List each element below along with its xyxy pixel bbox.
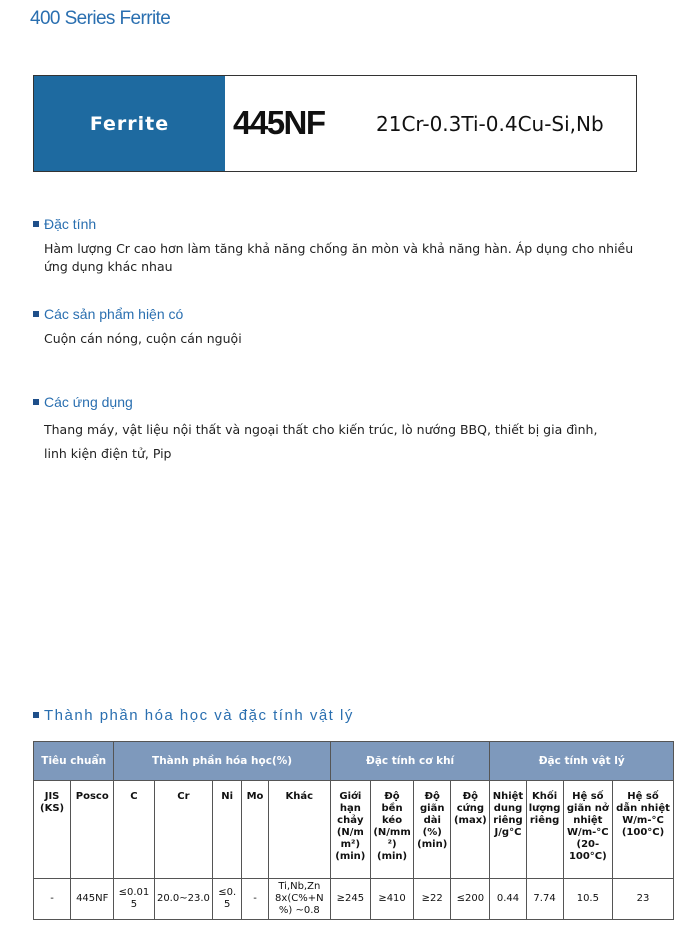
section-title-table bbox=[33, 707, 354, 724]
column-header: Hệ số giãn nở nhiệt W/m-°C (20-100°C) bbox=[563, 781, 612, 879]
section-title-text: Các ứng dụng bbox=[44, 394, 133, 410]
table-cell: 10.5 bbox=[563, 879, 612, 920]
section-body-properties: Hàm lượng Cr cao hơn làm tăng khả năng chống ăn mòn và khả năng hàn. Áp dụng cho nhiều ứng dụng khác nhau bbox=[44, 241, 634, 274]
bullet-icon bbox=[33, 712, 39, 718]
column-header: Độ bền kéo (N/mm²) (min) bbox=[370, 781, 413, 879]
table-cell: ≤200 bbox=[451, 879, 490, 920]
column-header: Mo bbox=[242, 781, 269, 879]
group-header-mechanical: Đặc tính cơ khí bbox=[330, 742, 490, 781]
table-cell: Ti,Nb,Zn 8x(C%+N%) ~0.8 bbox=[268, 879, 330, 920]
table-cell: - bbox=[34, 879, 71, 920]
grade-name: 445NF bbox=[233, 104, 325, 141]
section-body-applications: Thang máy, vật liệu nội thất và ngoại thất cho kiến trúc, lò nướng BBQ, thiết bị gia đình, linh kiện điện tử, Pip bbox=[44, 422, 598, 461]
section-title-text: Các sản phẩm hiện có bbox=[44, 306, 184, 322]
column-header: Hệ số dẫn nhiệt W/m-°C (100°C) bbox=[613, 781, 674, 879]
column-header: Ni bbox=[213, 781, 242, 879]
column-header: Độ cứng (max) bbox=[451, 781, 490, 879]
table-cell: 7.74 bbox=[526, 879, 563, 920]
table-cell: ≤0.015 bbox=[114, 879, 154, 920]
column-header: Khối lượng riêng bbox=[526, 781, 563, 879]
grade-composition: 21Cr-0.3Ti-0.4Cu-Si,Nb bbox=[376, 112, 604, 136]
table-cell: ≥22 bbox=[414, 879, 451, 920]
column-header: Nhiệt dung riêng J/g°C bbox=[490, 781, 526, 879]
bullet-icon bbox=[33, 311, 39, 317]
table-cell: ≤0.5 bbox=[213, 879, 242, 920]
column-header: Khác bbox=[268, 781, 330, 879]
table-cell: - bbox=[242, 879, 269, 920]
table-cell: ≥410 bbox=[370, 879, 413, 920]
group-header-chemical: Thành phần hóa học(%) bbox=[114, 742, 330, 781]
table-subheader-row bbox=[34, 781, 674, 879]
table-cell: 20.0~23.0 bbox=[154, 879, 213, 920]
section-title-text: Đặc tính bbox=[44, 216, 97, 232]
table-group-row bbox=[34, 742, 674, 781]
series-title: 400 Series Ferrite bbox=[30, 8, 171, 29]
section-body-products: Cuộn cán nóng, cuộn cán nguội bbox=[44, 331, 242, 346]
column-header: Posco bbox=[71, 781, 114, 879]
table-cell: 0.44 bbox=[490, 879, 526, 920]
group-header-physical: Đặc tính vật lý bbox=[490, 742, 674, 781]
section-title-text: Thành phần hóa học và đặc tính vật lý bbox=[44, 707, 354, 724]
section-title-applications bbox=[33, 394, 133, 410]
column-header: Giới hạn chảy (N/mm²) (min) bbox=[330, 781, 370, 879]
table-cell: 445NF bbox=[71, 879, 114, 920]
table-cell: 23 bbox=[613, 879, 674, 920]
bullet-icon bbox=[33, 399, 39, 405]
spec-table bbox=[33, 741, 674, 920]
category-tag: Ferrite bbox=[34, 76, 225, 171]
table-cell: ≥245 bbox=[330, 879, 370, 920]
grade-header bbox=[33, 75, 637, 172]
table-row bbox=[34, 879, 674, 920]
section-title-products bbox=[33, 306, 183, 322]
column-header: Độ giãn dài (%) (min) bbox=[414, 781, 451, 879]
group-header-standard: Tiêu chuẩn bbox=[34, 742, 114, 781]
column-header: C bbox=[114, 781, 154, 879]
bullet-icon bbox=[33, 221, 39, 227]
section-title-properties bbox=[33, 216, 96, 232]
column-header: Cr bbox=[154, 781, 213, 879]
column-header: JIS (KS) bbox=[34, 781, 71, 879]
